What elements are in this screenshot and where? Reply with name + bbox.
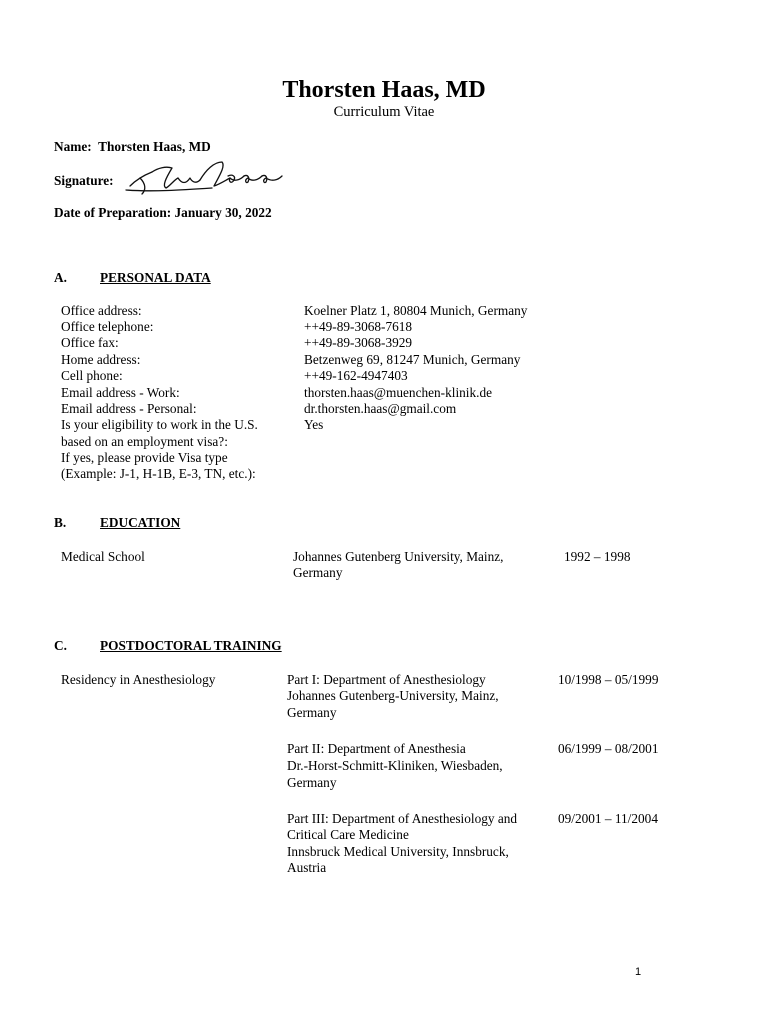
training-dates: 10/1998 – 05/1999 [558, 672, 659, 687]
date-line [54, 205, 272, 221]
name-line [54, 139, 211, 155]
personal-data-label: Is your eligibility to work in the U.S. [61, 417, 258, 432]
personal-data-label: Email address - Work: [61, 385, 180, 400]
personal-data-value: ++49-89-3068-7618 [304, 319, 413, 334]
education-institution: Germany [293, 565, 343, 580]
training-line: Part III: Department of Anesthesiology and [287, 811, 518, 826]
document-title: Thorsten Haas, MD [282, 77, 486, 103]
training-dates: 09/2001 – 11/2004 [558, 811, 658, 826]
section-a-letter: A. [54, 270, 67, 285]
document-subtitle: Curriculum Vitae [333, 104, 435, 120]
personal-data-value: Yes [304, 417, 324, 432]
personal-data-value: Betzenweg 69, 81247 Munich, Germany [304, 352, 521, 367]
training-line: Innsbruck Medical University, Innsbruck, [287, 844, 509, 859]
personal-data-label: Home address: [61, 352, 141, 367]
personal-data-label: Email address - Personal: [61, 401, 197, 416]
training-line: Austria [287, 860, 327, 875]
section-b-title: EDUCATION [100, 515, 181, 530]
personal-data-value: thorsten.haas@muenchen-klinik.de [304, 385, 493, 400]
section-a-title: PERSONAL DATA [100, 270, 211, 285]
training-line: Johannes Gutenberg-University, Mainz, [287, 688, 499, 703]
name-label: Name: [54, 139, 92, 154]
date-value: January 30, 2022 [174, 205, 272, 220]
personal-data-label: Office fax: [61, 335, 119, 350]
training-label: Residency in Anesthesiology [61, 672, 216, 687]
name-value: Thorsten Haas, MD [98, 139, 211, 154]
personal-data-label: Office telephone: [61, 319, 154, 334]
training-line: Germany [287, 775, 337, 790]
personal-data-value: Koelner Platz 1, 80804 Munich, Germany [304, 303, 528, 318]
personal-data-value: ++49-162-4947403 [304, 368, 408, 383]
date-label: Date of Preparation: [54, 205, 172, 220]
personal-data-label: If yes, please provide Visa type [61, 450, 228, 465]
training-line: Part I: Department of Anesthesiology [287, 672, 486, 687]
section-b-letter: B. [54, 515, 67, 530]
personal-data-value: dr.thorsten.haas@gmail.com [304, 401, 457, 416]
section-c-letter: C. [54, 638, 67, 653]
education-label: Medical School [61, 549, 145, 564]
education-dates: 1992 – 1998 [564, 549, 631, 564]
training-line: Dr.-Horst-Schmitt-Kliniken, Wiesbaden, [287, 758, 503, 773]
training-line: Germany [287, 705, 337, 720]
signature-label: Signature: [54, 173, 114, 188]
training-dates: 06/1999 – 08/2001 [558, 741, 659, 756]
training-line: Critical Care Medicine [287, 827, 409, 842]
training-line: Part II: Department of Anesthesia [287, 741, 466, 756]
page-number: 1 [635, 966, 642, 978]
section-c-title: POSTDOCTORAL TRAINING [100, 638, 282, 653]
personal-data-label: (Example: J-1, H-1B, E-3, TN, etc.): [61, 466, 256, 481]
personal-data-value: ++49-89-3068-3929 [304, 335, 413, 350]
signature-image [122, 156, 284, 196]
personal-data-label: based on an employment visa?: [61, 434, 228, 449]
personal-data-label: Office address: [61, 303, 142, 318]
education-institution: Johannes Gutenberg University, Mainz, [293, 549, 504, 564]
personal-data-label: Cell phone: [61, 368, 123, 383]
